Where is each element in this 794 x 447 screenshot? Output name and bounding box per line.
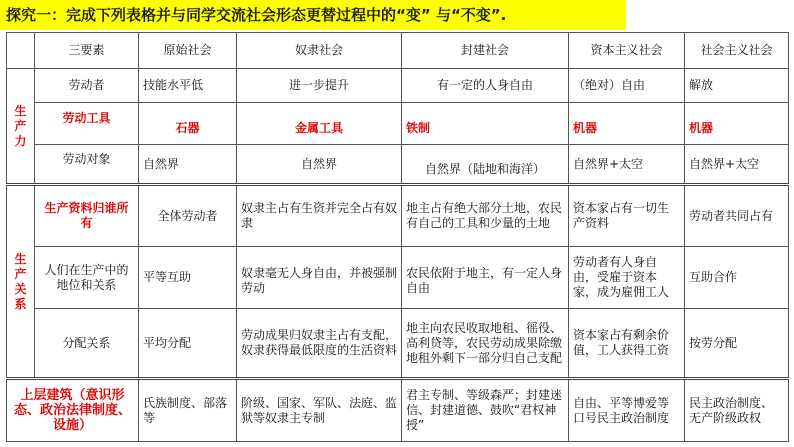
table-cell: 金属工具 xyxy=(237,103,402,145)
corner-cell xyxy=(7,33,35,69)
table-cell: 地主向农民收取地租、徭役、高利贷等，农民劳动成果除缴地租外剩下一部分归自己支配 xyxy=(402,309,569,379)
table-row xyxy=(7,69,789,103)
table-cell: 铁制 xyxy=(402,103,569,145)
header-cell: 资本主义社会 xyxy=(569,33,685,69)
header-cell: 原始社会 xyxy=(139,33,237,69)
table-cell: 自然界 xyxy=(139,145,237,185)
table-cell: （绝对）自由 xyxy=(569,69,685,103)
row-label: 劳动对象 xyxy=(35,145,139,185)
table-cell: 机器 xyxy=(685,103,789,145)
header-cell: 社会主义社会 xyxy=(685,33,789,69)
table-cell: 君主专制、等级森严；封建迷信、封建道德、鼓吹“君权神授” xyxy=(402,379,569,442)
side-label-relations: 生 产 关 系 xyxy=(7,185,35,379)
table-cell: 解放 xyxy=(685,69,789,103)
table-cell: 自然界+太空 xyxy=(569,145,685,185)
table-cell: 阶级、国家、军队、法庭、监狱等奴隶主专制 xyxy=(237,379,402,442)
header-cell: 三要素 xyxy=(35,33,139,69)
table-cell: 自由、平等博爱等口号民主政治制度 xyxy=(569,379,685,442)
table-cell: 劳动成果归奴隶主占有支配，奴隶获得最低限度的生活资料 xyxy=(237,309,402,379)
table-cell: 农民依附于地主，有一定人身自由 xyxy=(402,247,569,309)
table-row xyxy=(7,103,789,145)
table-cell: 自然界 xyxy=(237,145,402,185)
row-label: 生产资料归谁所有 xyxy=(35,185,139,247)
table-cell: 全体劳动者 xyxy=(139,185,237,247)
header-cell: 封建社会 xyxy=(402,33,569,69)
table-cell: 氏族制度、部落等 xyxy=(139,379,237,442)
row-label: 人们在生产中的地位和关系 xyxy=(35,247,139,309)
table-header-row xyxy=(7,33,789,69)
table-cell: 民主政治制度、无产阶级政权 xyxy=(685,379,789,442)
table-cell: 自然界+太空 xyxy=(685,145,789,185)
table-cell: 资本家占有剩余价值，工人获得工资 xyxy=(569,309,685,379)
table-row xyxy=(7,145,789,185)
social-forms-table xyxy=(6,32,789,442)
table-row xyxy=(7,185,789,247)
table-cell: 奴隶毫无人身自由，并被强制劳动 xyxy=(237,247,402,309)
table-cell: 平均分配 xyxy=(139,309,237,379)
table-cell: 石器 xyxy=(139,103,237,145)
table-cell: 劳动者有人身自由，受雇于资本家，成为雇佣工人 xyxy=(569,247,685,309)
table-cell: 技能水平低 xyxy=(139,69,237,103)
table-cell: 互助合作 xyxy=(685,247,789,309)
side-label-productivity: 生 产 力 xyxy=(7,69,35,185)
table-cell: 机器 xyxy=(569,103,685,145)
table-cell: 地主占有绝大部分土地，农民有自己的工具和少量的土地 xyxy=(402,185,569,247)
table-cell: 资本家占有一切生产资料 xyxy=(569,185,685,247)
table-cell: 自然界（陆地和海洋） xyxy=(402,145,569,185)
table-cell: 奴隶主占有生资并完全占有奴隶 xyxy=(237,185,402,247)
table-row xyxy=(7,247,789,309)
row-label: 劳动者 xyxy=(35,69,139,103)
row-label: 分配关系 xyxy=(35,309,139,379)
row-label: 劳动工具 xyxy=(35,103,139,145)
row-label-superstructure: 上层建筑（意识形态、政治法律制度、设施） xyxy=(7,379,139,442)
table-row xyxy=(7,309,789,379)
table-cell: 劳动者共同占有 xyxy=(685,185,789,247)
table-cell: 有一定的人身自由 xyxy=(402,69,569,103)
table-cell: 进一步提升 xyxy=(237,69,402,103)
table-row xyxy=(7,379,789,442)
table-cell: 平等互助 xyxy=(139,247,237,309)
header-cell: 奴隶社会 xyxy=(237,33,402,69)
page-title: 探究一：完成下列表格并与同学交流社会形态更替过程中的“变” 与“不变”. xyxy=(0,0,626,30)
table-cell: 按劳分配 xyxy=(685,309,789,379)
